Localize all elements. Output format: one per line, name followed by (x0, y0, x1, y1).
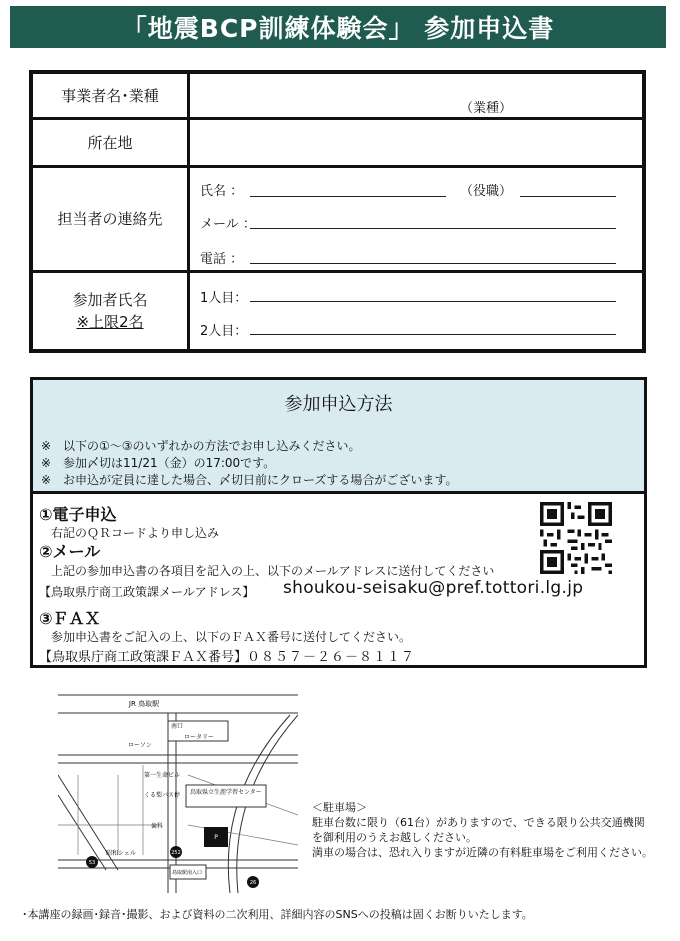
parking-heading: ＜駐車場＞ (312, 801, 367, 814)
map-lawson: ローソン (128, 742, 152, 749)
map-bus: くる梨バス停 (144, 792, 181, 799)
email-input[interactable] (250, 228, 616, 229)
parking-line: 満車の場合は、恐れ入りますが近隣の有料駐車場をご利用ください。 (312, 846, 653, 859)
parking-line: を御利用のうえお越しください。 (312, 831, 477, 844)
map-center-label: 鳥取県立生涯学習センター (190, 789, 262, 796)
company-label: 事業者名･業種 (33, 74, 190, 117)
fax-heading: ③ＦＡＸ (39, 609, 101, 628)
qr-code-icon[interactable] (540, 502, 612, 574)
participant-label-cell (33, 273, 190, 349)
method-title: 参加申込方法 (284, 394, 393, 415)
parking-line: 駐車台数に限り（61台）がありますので、できる限り公共交通機関 (312, 816, 645, 829)
company-field[interactable] (190, 74, 642, 117)
method-body (33, 494, 644, 665)
contact-row (33, 168, 642, 273)
online-text: 右記のＱＲコードより申し込み (51, 526, 220, 540)
contact-fields (190, 168, 642, 270)
note-item: ※ お申込が定員に達した場合、〆切日前にクローズする場合がございます。 (41, 473, 458, 487)
fax-number: ０８５７－２６－８１１７ (247, 650, 416, 665)
map-building1: 第一生命ビル (144, 772, 181, 779)
email-text: 上記の参加申込書の各項目を記入の上、以下のメールアドレスに送付してください (51, 564, 495, 578)
company-row (33, 74, 642, 120)
access-map (58, 685, 298, 893)
map-station-entrance: 鳥取駅南入口 (172, 870, 203, 876)
method-header (33, 380, 644, 494)
svg-text:252: 252 (171, 850, 181, 856)
map-shell: 昭和シェル (106, 850, 136, 857)
position-label: （役職） (460, 184, 513, 199)
email-address-link[interactable]: shoukou-seisaku@pref.tottori.lg.jp (283, 578, 584, 598)
address-label: 所在地 (33, 120, 190, 165)
name-input[interactable] (250, 196, 446, 197)
email-address-label: 【鳥取県庁商工政策課メールアドレス】 (39, 585, 255, 599)
industry-label: （業種） (460, 101, 513, 116)
address-row (33, 120, 642, 168)
online-heading: ①電子申込 (39, 505, 117, 524)
note-item: ※ 以下の①～③のいずれかの方法でお申し込みください。 (41, 439, 361, 453)
footer-note: ･本講座の録画･録音･撮影、および資料の二次利用、詳細内容のSNSへの投稿は固くお断りいたします。 (22, 908, 533, 921)
participant-fields (190, 273, 642, 349)
participant2-label: 2人目： (200, 324, 248, 339)
name-label: 氏名 ： (200, 184, 244, 199)
participant-row (33, 273, 642, 349)
phone-label: 電話 ： (200, 252, 244, 267)
fax-label-and-number (39, 646, 415, 665)
participant2-input[interactable] (250, 334, 616, 335)
contact-label: 担当者の連絡先 (33, 168, 190, 270)
note-item: ※ 参加〆切は11/21（金）の17:00です。 (41, 456, 276, 470)
svg-text:26: 26 (249, 880, 257, 886)
participant-label: 参加者氏名 (72, 291, 148, 309)
svg-text:53: 53 (88, 860, 96, 866)
email-heading: ②メール (39, 542, 101, 561)
phone-input[interactable] (250, 263, 616, 264)
address-field[interactable] (190, 120, 642, 165)
email-label: メール ： (200, 217, 256, 232)
application-method-box (30, 377, 647, 668)
parking-icon: P (214, 834, 218, 841)
participant1-input[interactable] (250, 301, 616, 302)
method-notes (41, 438, 457, 489)
participant-limit: ※上限2名 (76, 313, 144, 331)
page-title: 「地震BCP訓練体験会」 参加申込書 (10, 6, 666, 48)
participant1-label: 1人目： (200, 291, 248, 306)
map-station: JR 鳥取駅 (128, 700, 160, 708)
application-form (29, 70, 646, 353)
fax-label: 【鳥取県庁商工政策課ＦＡＸ番号】 (39, 650, 248, 665)
parking-info (312, 800, 653, 860)
position-input[interactable] (520, 196, 616, 197)
map-dental: 歯科 (151, 823, 164, 830)
fax-text: 参加申込書をご記入の上、以下のＦＡＸ番号に送付してください。 (51, 630, 412, 644)
map-rotary: ロータリー (184, 734, 215, 741)
map-south-exit: 南口 (171, 723, 184, 730)
